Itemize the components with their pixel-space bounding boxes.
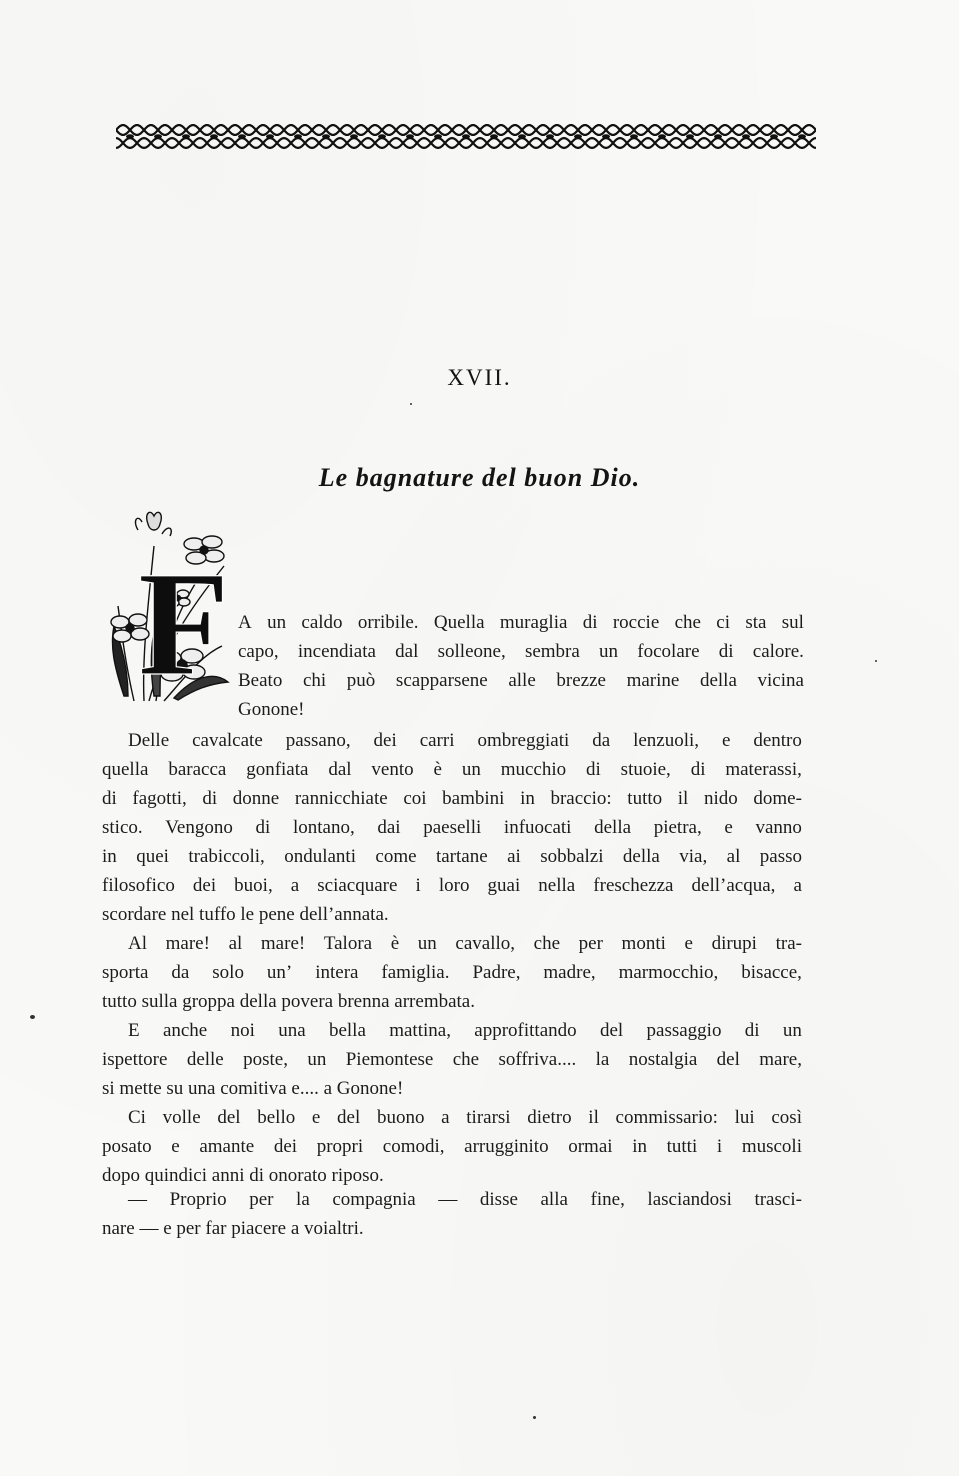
text-line: capo, incendiata dal solleone, sembra un focolare di calore. [238, 641, 804, 662]
text-line: A un caldo orribile. Quella muraglia di roccie che ci sta sul [238, 612, 804, 633]
ornament-bead [126, 134, 134, 138]
ornament-bead [518, 134, 526, 138]
text-line: filosofico dei buoi, a sciacquare i loro guai nella freschezza dell’acqua, a [102, 875, 802, 896]
text-line: scordare nel tuffo le pene dell’annata. [102, 904, 389, 925]
text-line: E anche noi una bella mattina, approfittando del passaggio di un [128, 1020, 802, 1041]
text-line: in quei trabiccoli, ondulanti come tartane ai sobbalzi della via, al passo [102, 846, 802, 867]
ornament-bead [490, 134, 498, 138]
ornament-bead [210, 134, 218, 138]
ornament-bead [266, 134, 274, 138]
text-line: Beato chi può scapparsene alle brezze marine della vicina [238, 670, 804, 691]
ornament-bead [154, 134, 162, 138]
ornament-bead [574, 134, 582, 138]
ornament-bead [434, 134, 442, 138]
ornament-bead [462, 134, 470, 138]
text-line: tutto sulla groppa della povera brenna arrembata. [102, 991, 475, 1012]
ornamental-band [116, 118, 816, 154]
ornament-bead [630, 134, 638, 138]
text-line: nare — e per far piacere a voialtri. [102, 1218, 364, 1239]
text-line: si mette su una comitiva e.... a Gonone! [102, 1078, 404, 1099]
margin-mark [30, 1015, 35, 1019]
text-line: Ci volle del bello e del buono a tirarsi dietro il commissario: lui così [128, 1107, 802, 1128]
text-line: Gonone! [238, 699, 305, 720]
text-line: quella baracca gonfiata dal vento è un mucchio di stuoie, di materassi, [102, 759, 802, 780]
text-line: posato e amante dei propri comodi, arrugginito ormai in tutti i muscoli [102, 1136, 802, 1157]
ornament-bead [378, 134, 386, 138]
text-line: di fagotti, di donne rannicchiate coi bambini in braccio: tutto il nido dome- [102, 788, 802, 809]
ornament-bead [798, 134, 806, 138]
ornament-bead [742, 134, 750, 138]
ornament-bead [406, 134, 414, 138]
page-speck [533, 1416, 536, 1419]
ornament-bead [714, 134, 722, 138]
page-speck [410, 403, 412, 405]
chapter-number: XVII. [447, 365, 512, 390]
text-line: Delle cavalcate passano, dei carri ombreggiati da lenzuoli, e dentro [128, 730, 802, 751]
chapter-title: Le bagnature del buon Dio. [318, 463, 641, 492]
ornament-bead [350, 134, 358, 138]
ornament-bead [238, 134, 246, 138]
ornament-bead [770, 134, 778, 138]
dropcap-letter: F [138, 541, 230, 706]
page-speck [875, 660, 877, 662]
text-line: — Proprio per la compagnia — disse alla fine, lasciandosi trasci- [128, 1189, 802, 1210]
dropcap-illustration [104, 506, 234, 706]
ornament-bead [322, 134, 330, 138]
text-line: stico. Vengono di lontano, dai paeselli infuocati della pietra, e vanno [102, 817, 802, 838]
text-line: dopo quindici anni di onorato riposo. [102, 1165, 384, 1186]
text-line: ispettore delle poste, un Piemontese che soffriva.... la nostalgia del mare, [102, 1049, 802, 1070]
ornament-bead [182, 134, 190, 138]
ornament-bead [686, 134, 694, 138]
ornament-bead [602, 134, 610, 138]
ornament-bead [658, 134, 666, 138]
ornament-bead [294, 134, 302, 138]
text-line: Al mare! al mare! Talora è un cavallo, che per monti e dirupi tra- [128, 933, 802, 954]
text-line: sporta da solo un’ intera famiglia. Padre, madre, marmocchio, bisacce, [102, 962, 802, 983]
ornament-bead [546, 134, 554, 138]
